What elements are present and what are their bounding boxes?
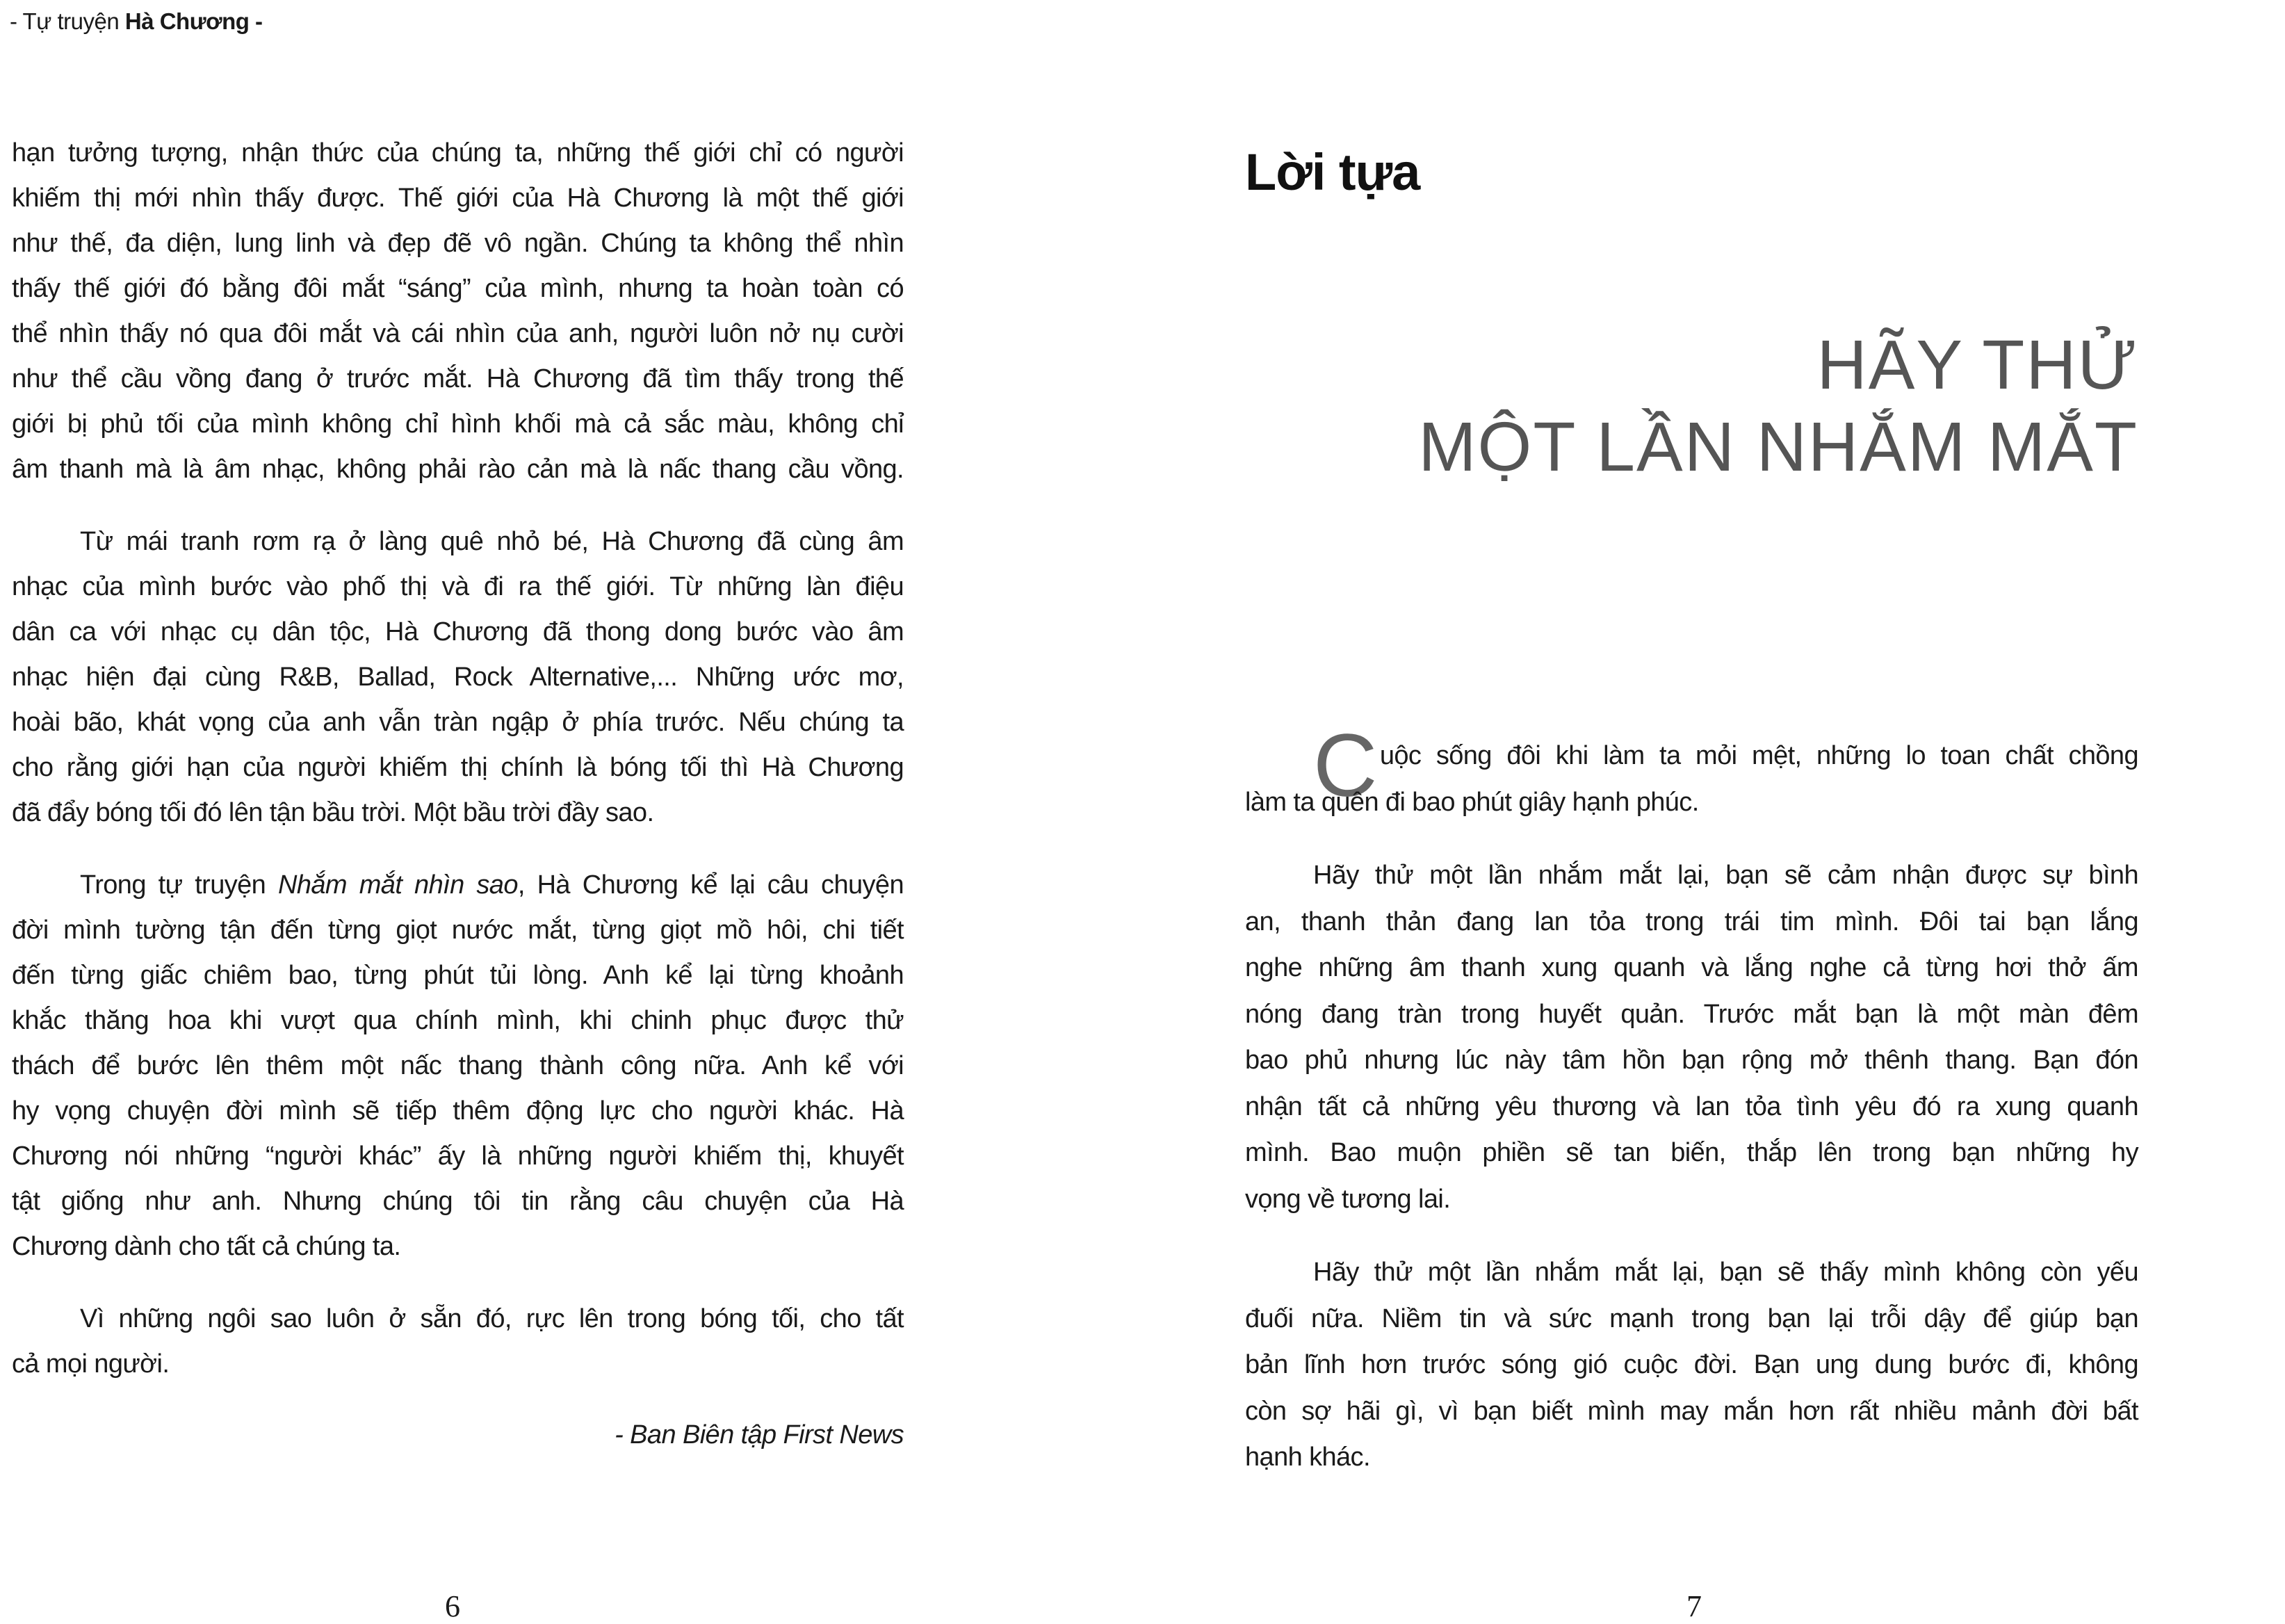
- text-line: [12, 1224, 904, 1269]
- text-content: thách để bước lên thêm một nấc thang thành công nữa. Anh kể với: [12, 1051, 904, 1080]
- text-content: hạnh khác.: [1245, 1443, 1370, 1472]
- text-content: như thế, đa diện, lung linh và đẹp đẽ vô ngần. Chúng ta không thể nhìn: [12, 229, 904, 258]
- text-content: còn sợ hãi gì, vì bạn biết mình may mắn hơn rất nhiều mảnh đời bất: [1245, 1396, 2138, 1426]
- text-line: [1245, 852, 2138, 899]
- text-content: dân ca với nhạc cụ dân tộc, Hà Chương đã thong dong bước vào âm: [12, 617, 904, 647]
- text-content: khắc thăng hoa khi vượt qua chính mình, khi chinh phục được thử: [12, 1006, 904, 1035]
- text-line: [12, 908, 904, 953]
- text-line: [1245, 899, 2138, 945]
- text-line: [1245, 1249, 2138, 1296]
- text-line: [1245, 1084, 2138, 1130]
- paragraph: [12, 863, 904, 1269]
- text-content: làm ta quên đi bao phút giây hạnh phúc.: [1245, 787, 1699, 817]
- paragraph: [12, 1297, 904, 1387]
- title-line-1: HÃY THỬ: [1816, 326, 2138, 404]
- text-line: [12, 221, 904, 266]
- text-line: [1245, 1176, 2138, 1223]
- chapter-label: Lời tựa: [1245, 143, 1420, 201]
- text-content: nóng đang tràn trong huyết quản. Trước mắt bạn là một màn đêm: [1245, 999, 2138, 1029]
- text-line: [1245, 945, 2138, 991]
- text-line: [12, 311, 904, 357]
- text-segment: , Hà Chương kể lại câu chuyện: [517, 870, 904, 900]
- text-content: tật giống như anh. Nhưng chúng tôi tin rằng câu chuyện của Hà: [12, 1187, 904, 1216]
- text-line: [12, 131, 904, 176]
- text-line: [12, 1089, 904, 1134]
- left-page-body: [12, 131, 904, 1458]
- text-content: Hãy thử một lần nhắm mắt lại, bạn sẽ thấy mình không còn yếu: [1313, 1258, 2138, 1287]
- text-content: cả mọi người.: [12, 1349, 170, 1379]
- page-number-right: 7: [1686, 1589, 1702, 1623]
- text-line: [1245, 779, 2138, 826]
- text-segment: Trong tự truyện: [80, 870, 278, 900]
- header-prefix: - Tự truyện: [10, 8, 120, 34]
- text-line: [12, 998, 904, 1044]
- text-line: [12, 790, 904, 836]
- header-author: Hà Chương -: [124, 8, 263, 34]
- text-content: đời mình tường tận đến từng giọt nước mắt, từng giọt mồ hôi, chi tiết: [12, 916, 904, 945]
- text-content: đuối nữa. Niềm tin và sức mạnh trong bạn lại trỗi dậy để giúp bạn: [1245, 1304, 2138, 1333]
- text-content: mình. Bao muộn phiền sẽ tan biến, thắp lên trong bạn những hy: [1245, 1138, 2138, 1167]
- text-line: [1245, 1388, 2138, 1435]
- text-content: hoài bão, khát vọng của anh vẫn tràn ngập ở phía trước. Nếu chúng ta: [12, 708, 904, 737]
- paragraph: [1245, 852, 2138, 1222]
- text-content: Chương dành cho tất cả chúng ta.: [12, 1232, 401, 1261]
- text-content: đã đẩy bóng tối đó lên tận bầu trời. Một bầu trời đầy sao.: [12, 798, 654, 827]
- text-line: [12, 745, 904, 790]
- text-content: thể nhìn thấy nó qua đôi mắt và cái nhìn của anh, người luôn nở nụ cười: [12, 319, 904, 348]
- text-content: Từ mái tranh rơm rạ ở làng quê nhỏ bé, Hà Chương đã cùng âm: [80, 527, 904, 556]
- text-line: [12, 266, 904, 311]
- text-line: [12, 655, 904, 700]
- signature: - Ban Biên tập First News: [615, 1420, 904, 1450]
- text-content: Hãy thử một lần nhắm mắt lại, bạn sẽ cảm nhận được sự bình: [1313, 861, 2138, 890]
- paragraph: [12, 519, 904, 836]
- text-content: âm thanh mà là âm nhạc, không phải rào cản mà là nấc thang cầu vồng.: [12, 455, 904, 484]
- book-title-italic: Nhắm mắt nhìn sao: [278, 870, 518, 900]
- text-content: nhạc của mình bước vào phố thị và đi ra thế giới. Từ những làn điệu: [12, 572, 904, 601]
- text-line: [12, 565, 904, 610]
- text-line: [12, 953, 904, 998]
- text-line: [1245, 1037, 2138, 1084]
- text-line: [12, 1044, 904, 1089]
- text-line: [12, 700, 904, 745]
- paragraph: [1245, 716, 2138, 825]
- text-content: như thể cầu vồng đang ở trước mắt. Hà Chương đã tìm thấy trong thế: [12, 364, 904, 393]
- text-content: nhận tất cả những yêu thương và lan tỏa tình yêu đó ra xung quanh: [1245, 1091, 2138, 1121]
- text-content: khiếm thị mới nhìn thấy được. Thế giới của Hà Chương là một thế giới: [12, 184, 904, 213]
- text-content: bao phủ nhưng lúc này tâm hồn bạn rộng mở thênh thang. Bạn đón: [1245, 1046, 2138, 1075]
- text-line: [12, 1134, 904, 1179]
- text-content: nghe những âm thanh xung quanh và lắng nghe cả từng hơi thở ấm: [1245, 953, 2138, 982]
- text-content: an, thanh thản đang lan tỏa trong trái tim mình. Đôi tai bạn lắng: [1245, 907, 2138, 936]
- text-line: [12, 610, 904, 655]
- drop-cap: C: [1313, 716, 1377, 815]
- page-number-left: 6: [445, 1589, 460, 1623]
- paragraph: [1245, 1249, 2138, 1481]
- text-line: [12, 1179, 904, 1224]
- text-content: hạn tưởng tượng, nhận thức của chúng ta, những thế giới chỉ có người: [12, 138, 904, 168]
- text-line: [1245, 1342, 2138, 1388]
- text-line: [1245, 991, 2138, 1038]
- text-line: [1245, 1296, 2138, 1342]
- chapter-title: [1418, 324, 2138, 488]
- title-line-2: MỘT LẦN NHẮM MẮT: [1418, 408, 2138, 486]
- text-line: [12, 176, 904, 221]
- text-content: Vì những ngôi sao luôn ở sẵn đó, rực lên trong bóng tối, cho tất: [80, 1304, 904, 1333]
- text-line: [12, 357, 904, 402]
- text-content: thấy thế giới đó bằng đôi mắt “sáng” của mình, nhưng ta hoàn toàn có: [12, 274, 904, 303]
- paragraph: [12, 131, 904, 492]
- text-content: hy vọng chuyện đời mình sẽ tiếp thêm động lực cho người khác. Hà: [12, 1096, 904, 1126]
- text-line: [12, 863, 904, 908]
- text-content: giới bị phủ tối của mình không chỉ hình khối mà cả sắc màu, không chỉ: [12, 409, 904, 439]
- text-line: [12, 1342, 904, 1387]
- text-line: [1245, 1130, 2138, 1176]
- right-page-body: [1245, 716, 2138, 1508]
- running-header: [10, 8, 263, 35]
- text-content: đến từng giấc chiêm bao, từng phút tủi lòng. Anh kể lại từng khoảnh: [12, 961, 904, 990]
- text-line: [12, 402, 904, 447]
- text-content: Chương nói những “người khác” ấy là những người khiếm thị, khuyết: [12, 1142, 904, 1171]
- text-content: bản lĩnh hơn trước sóng gió cuộc đời. Bạn ung dung bước đi, không: [1245, 1350, 2138, 1379]
- text-content: cho rằng giới hạn của người khiếm thị chính là bóng tối thì Hà Chương: [12, 753, 904, 782]
- text-line: [12, 519, 904, 565]
- text-content: vọng về tương lai.: [1245, 1184, 1451, 1214]
- text-line: [12, 447, 904, 492]
- text-content: nhạc hiện đại cùng R&B, Ballad, Rock Alternative,... Những ước mơ,: [12, 663, 904, 692]
- text-line: [12, 1297, 904, 1342]
- text-line: [1245, 1434, 2138, 1481]
- text-content: uộc sống đôi khi làm ta mỏi mệt, những lo toan chất chồng: [1379, 741, 2138, 770]
